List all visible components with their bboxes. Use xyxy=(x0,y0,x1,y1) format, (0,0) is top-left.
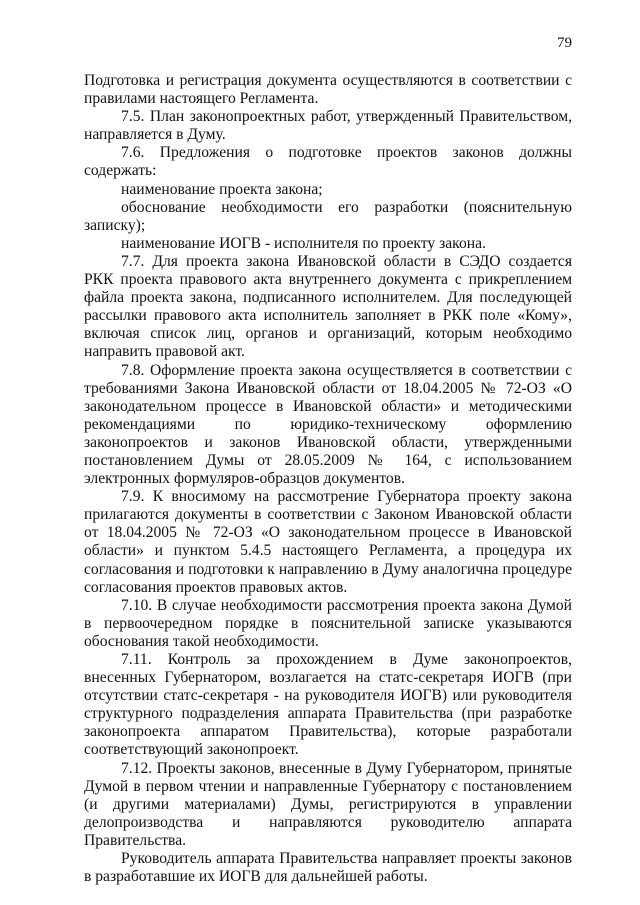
paragraph-7-8: 7.8. Оформление проекта закона осуществляется в соответствии с требованиями Закона Ивановской области от 18.04.2005 № 72-ОЗ «О законодательном процессе в Ивановской области» и методическими рекомендациями по юридико-техническому оформлению законопроектов и законов Ивановской области, утвержденными постановлением Думы от 28.05.2009 № 164, с использованием электронных формуляров-образцов документов. xyxy=(84,361,572,488)
paragraph-registration: Подготовка и регистрация документа осуществляются в соответствии с правилами настоящего Регламента. xyxy=(84,72,572,108)
paragraph-7-5: 7.5. План законопроектных работ, утвержденный Правительством, направляется в Думу. xyxy=(84,108,572,144)
document-body xyxy=(84,72,572,886)
paragraph-7-7: 7.7. Для проекта закона Ивановской области в СЭДО создается РКК проекта правового акта внутреннего документа с прикреплением файла проекта закона, подписанного исполнителем. Для последующей рассылки правового акта исполнитель заполняет в РКК поле «Кому», включая список лиц, органов и организаций, которым необходимо направить правовой акт. xyxy=(84,252,572,361)
paragraph-7-9: 7.9. К вносимому на рассмотрение Губернатора проекту закона прилагаются документы в соответствии с Законом Ивановской области от 18.04.2005 № 72-ОЗ «О законодательном процессе в Ивановской области» и пунктом 5.4.5 настоящего Регламента, а процедура их согласования и подготовки к направлению в Думу аналогична процедуре согласования проектов правовых актов. xyxy=(84,488,572,596)
paragraph-final: Руководитель аппарата Правительства направляет проекты законов в разработавшие их ИОГВ для дальнейшей работы. xyxy=(84,850,572,886)
paragraph-7-11: 7.11. Контроль за прохождением в Думе законопроектов, внесенных Губернатором, возлагается на статс-секретаря ИОГВ (при отсутствии статс-секретаря - на руководителя ИОГВ) или руководителя структурного подразделения аппарата Правительства (при разработке законопроекта аппаратом Правительства), которые разработали соответствующий законопроект. xyxy=(84,651,572,759)
list-item-executor: наименование ИОГВ - исполнителя по проекту закона. xyxy=(121,234,486,252)
page-number: 79 xyxy=(557,35,572,51)
paragraph-7-12: 7.12. Проекты законов, внесенные в Думу Губернатором, принятые Думой в первом чтении и направленные Губернатору с постановлением (и другими материалами) Думы, регистрируются в управлении делопроизводства и направляются руководителю аппарата Правительства. xyxy=(84,759,572,849)
paragraph-7-6: 7.6. Предложения о подготовке проектов законов должны содержать: xyxy=(84,144,572,180)
list-item-law-name: наименование проекта закона; xyxy=(121,180,323,198)
paragraph-7-10: 7.10. В случае необходимости рассмотрения проекта закона Думой в первоочередном порядке в пояснительной записке указываются обоснования такой необходимости. xyxy=(84,596,572,650)
list-item-justification: обоснование необходимости его разработки (пояснительную записку); xyxy=(84,198,572,234)
